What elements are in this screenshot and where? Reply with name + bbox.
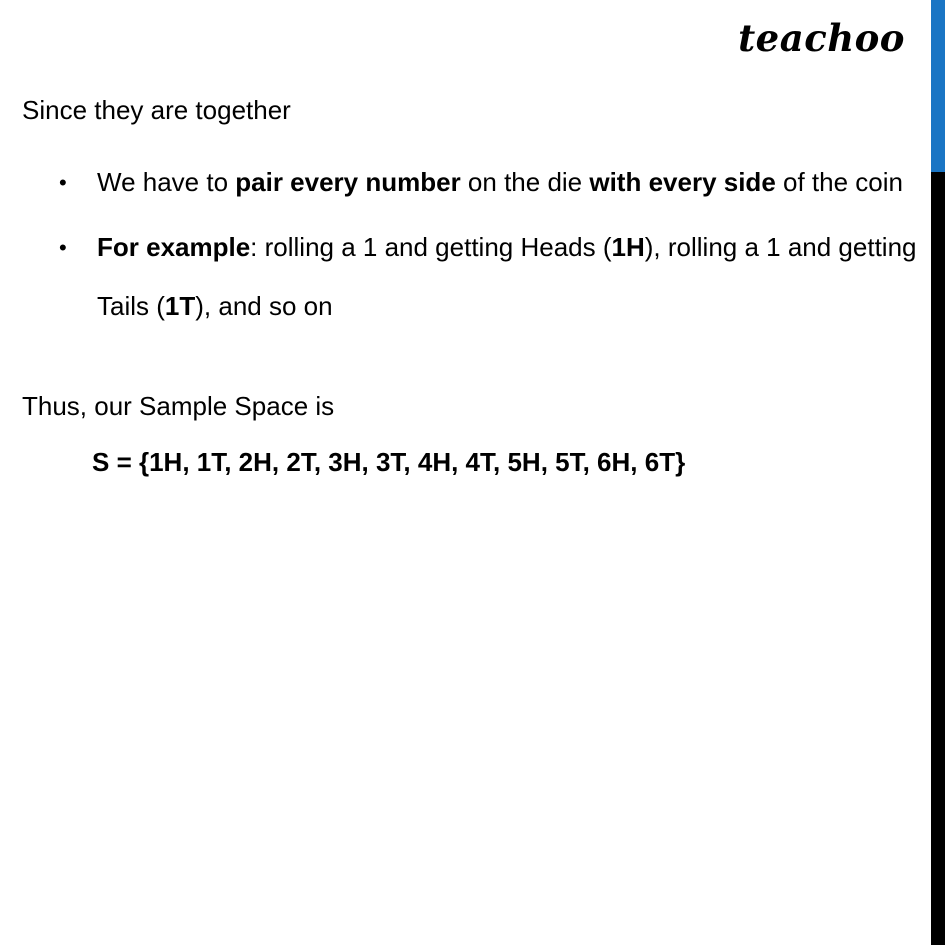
text-segment: ), and so on (195, 291, 333, 321)
bullet-text (97, 232, 917, 321)
teachoo-logo: teachoo (738, 16, 905, 60)
text-segment: of the coin (775, 167, 903, 197)
text-segment: We have to (97, 167, 236, 197)
bullet-text (97, 167, 903, 197)
bullet-item-example (22, 218, 927, 336)
emphasis-text: pair every number (235, 167, 461, 197)
emphasis-text: For example (97, 232, 251, 262)
bullet-item-pairing (22, 153, 927, 212)
slide-content (22, 88, 927, 484)
side-bar (931, 0, 945, 945)
text-segment: : rolling a 1 and getting Heads ( (250, 232, 612, 262)
text-segment: on the die (460, 167, 590, 197)
emphasis-text: with every side (589, 167, 776, 197)
bullet-list (22, 153, 927, 336)
text-segment: ), rolling a 1 and getting Tails ( (97, 232, 917, 321)
sample-space-set: S = {1H, 1T, 2H, 2T, 3H, 3T, 4H, 4T, 5H, 5T, 6H, 6T} (92, 447, 686, 477)
bullet-dot-icon: • (59, 170, 67, 195)
emphasis-text: 1T (164, 291, 196, 321)
intro-text: Since they are together (22, 95, 291, 125)
emphasis-text: 1H (611, 232, 645, 262)
bullet-dot-icon: • (59, 235, 67, 260)
thus-text: Thus, our Sample Space is (22, 391, 335, 421)
side-bar-accent (931, 0, 945, 172)
